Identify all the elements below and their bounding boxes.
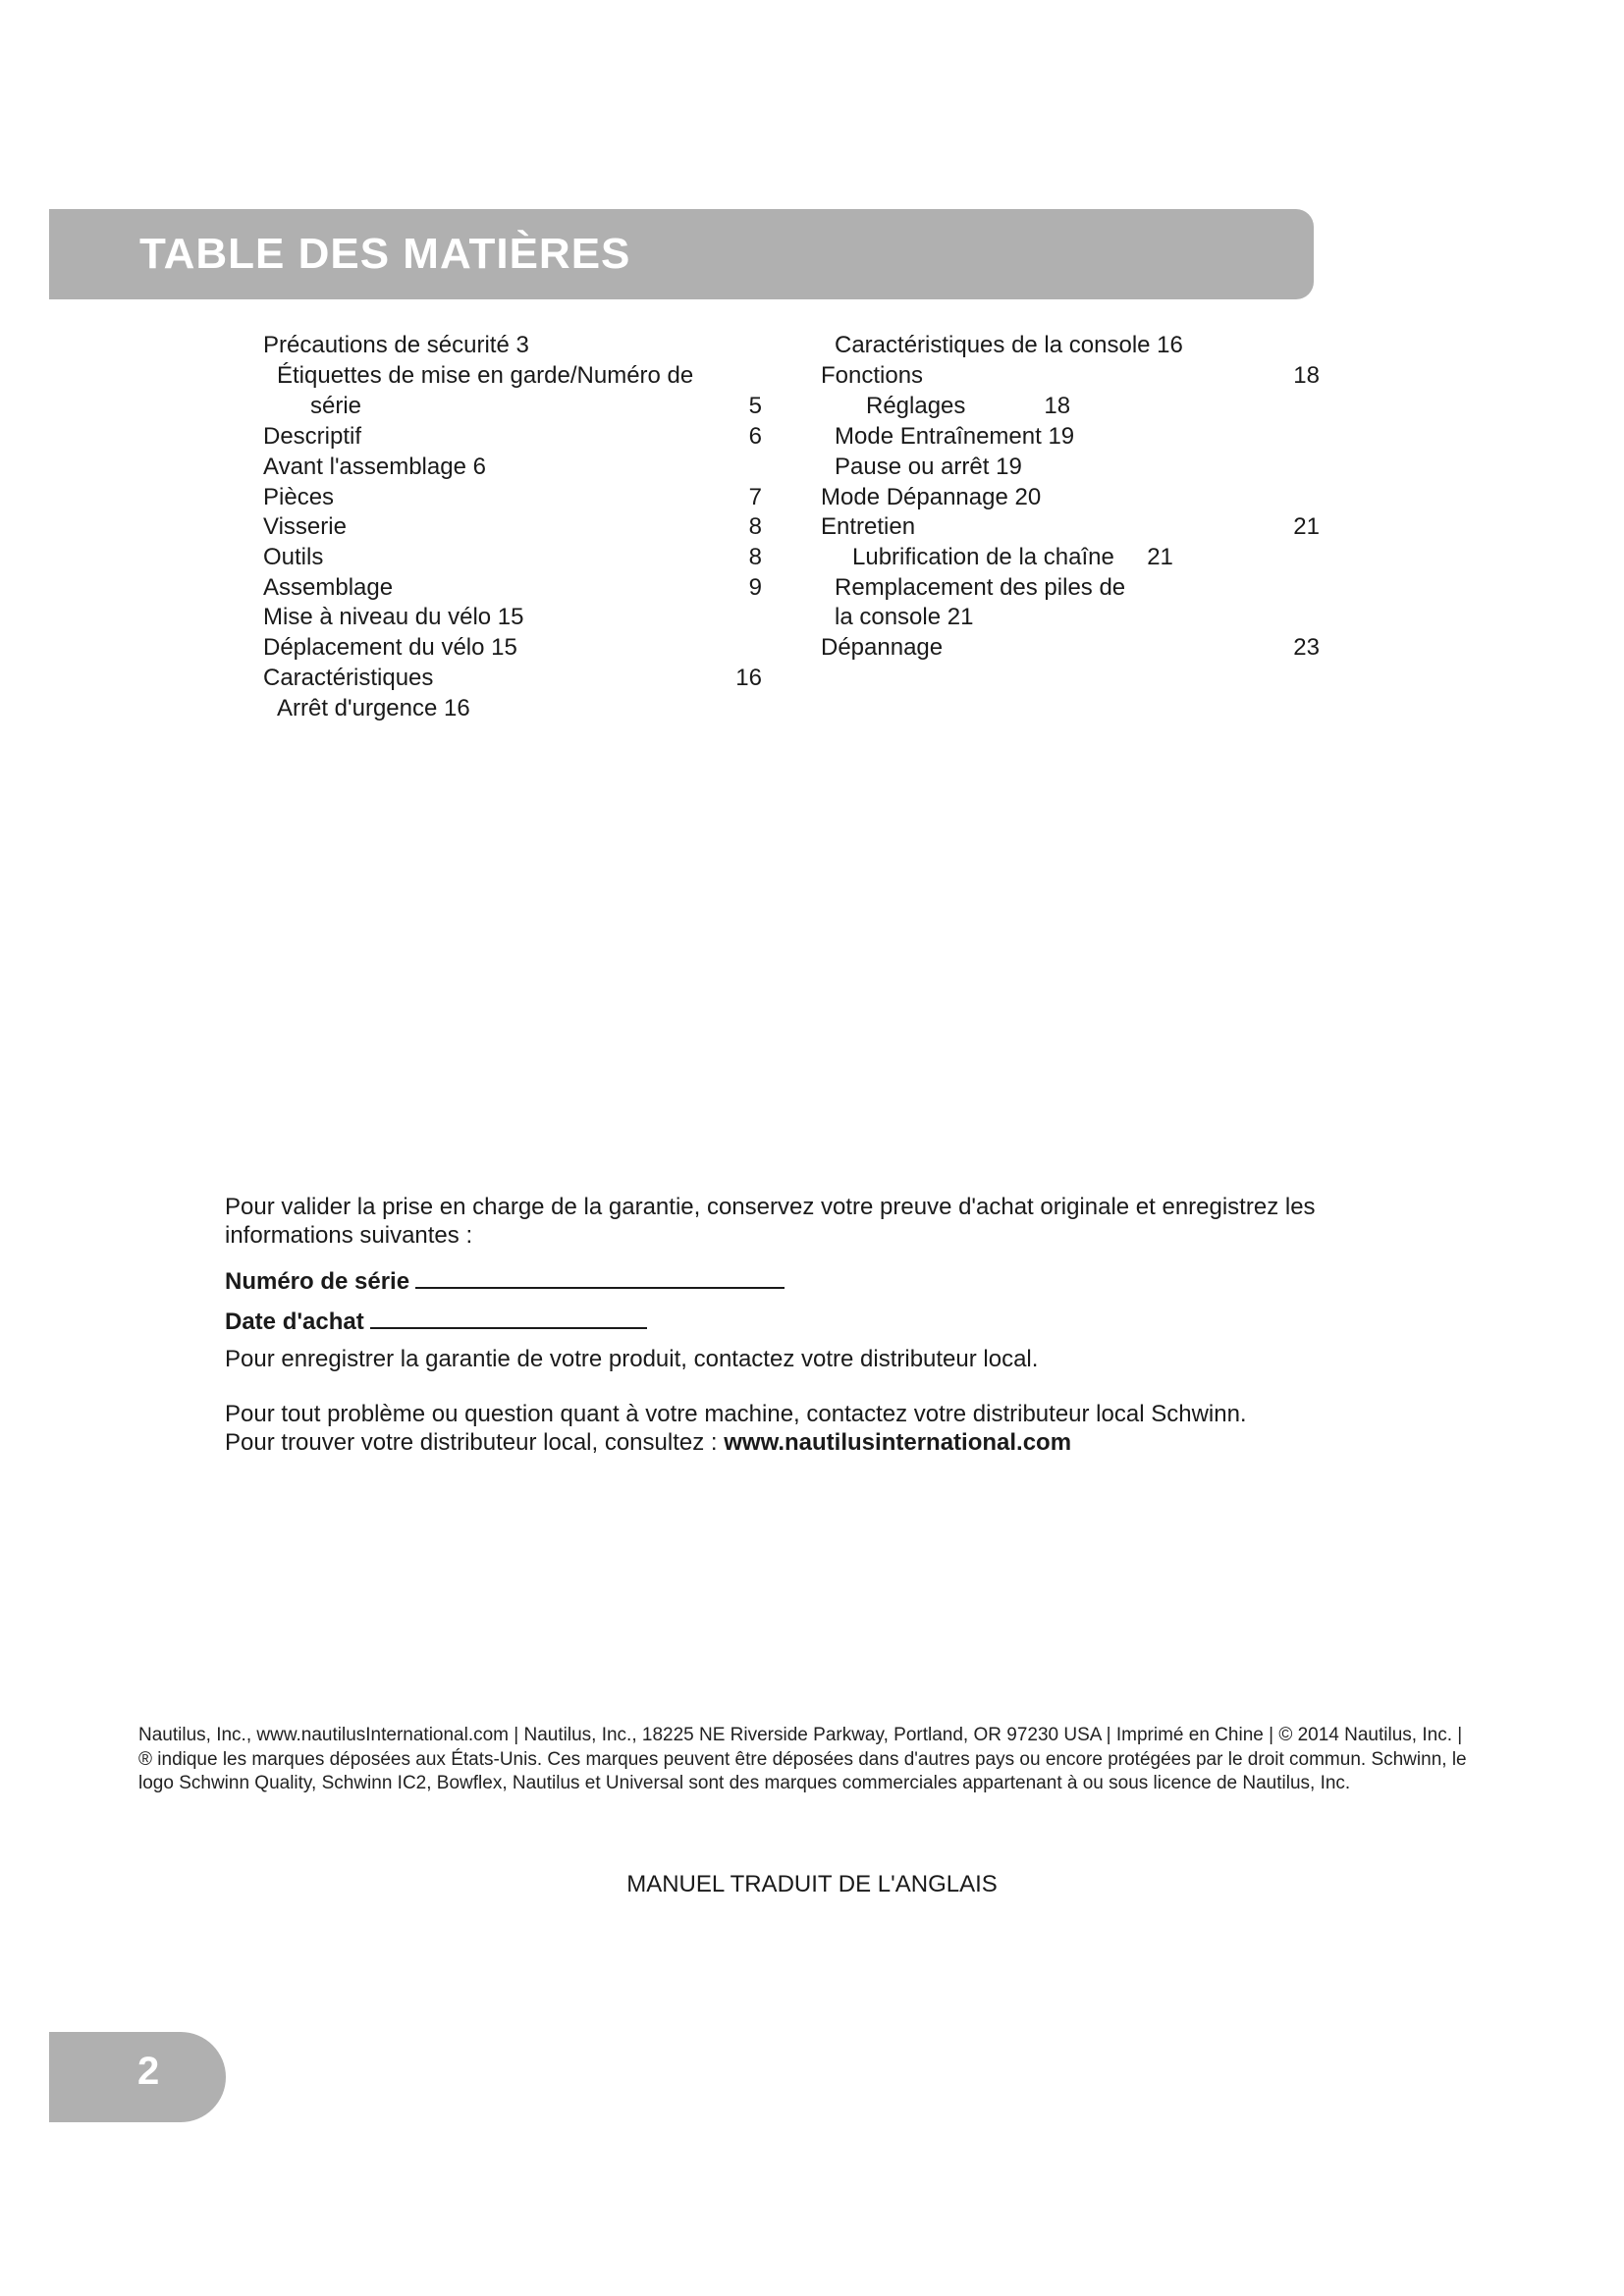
toc-page-number: 18 — [1293, 362, 1320, 389]
toc-page-number: 8 — [748, 513, 762, 540]
toc-entry[interactable]: Pièces — [263, 484, 335, 510]
contact-line-2-text: Pour trouver votre distributeur local, consultez : — [225, 1429, 725, 1456]
toc-entry[interactable]: Caractéristiques de la console 16 — [835, 332, 1183, 358]
toc-entry[interactable]: Entretien — [821, 513, 916, 540]
toc-entry[interactable]: Lubrification de la chaîne 21 — [852, 544, 1173, 570]
toc-entry[interactable]: Descriptif — [263, 423, 362, 450]
toc-entry[interactable]: Pause ou arrêt 19 — [835, 454, 1022, 480]
toc-page-number: 23 — [1293, 634, 1320, 661]
toc-page-number: 9 — [748, 574, 762, 601]
toc-entry[interactable]: Remplacement des piles de — [835, 574, 1126, 601]
serial-number-label: Numéro de série — [225, 1268, 410, 1295]
toc-entry[interactable]: Fonctions — [821, 362, 924, 389]
toc-entry[interactable]: Dépannage — [821, 634, 944, 661]
toc-entry[interactable]: Réglages 18 — [866, 393, 1071, 419]
toc-entry[interactable]: Mode Dépannage 20 — [821, 484, 1042, 510]
toc-entry[interactable]: Arrêt d'urgence 16 — [277, 695, 470, 721]
toc-page-number: 21 — [1293, 513, 1320, 540]
toc-entry[interactable]: Mise à niveau du vélo 15 — [263, 604, 524, 630]
purchase-date-blank[interactable] — [370, 1304, 647, 1329]
toc-page-number: 7 — [748, 484, 762, 510]
toc-entry[interactable]: Visserie — [263, 513, 347, 540]
section-header-bar — [49, 209, 1314, 299]
page-title: TABLE DES MATIÈRES — [139, 230, 631, 278]
toc-entry[interactable]: série — [310, 393, 362, 419]
purchase-date-label: Date d'achat — [225, 1308, 364, 1335]
toc-entry[interactable]: Déplacement du vélo 15 — [263, 634, 517, 661]
warranty-intro: Pour valider la prise en charge de la garantie, conservez votre preuve d'achat originale et enregistrez les informations suivantes : — [225, 1194, 1316, 1249]
toc-entry[interactable]: la console 21 — [835, 604, 974, 630]
toc-entry[interactable]: Mode Entraînement 19 — [835, 423, 1075, 450]
purchase-date-row — [225, 1304, 647, 1336]
toc-page-number: 5 — [748, 393, 762, 419]
toc-entry[interactable]: Assemblage — [263, 574, 394, 601]
translation-note: MANUEL TRADUIT DE L'ANGLAIS — [626, 1871, 998, 1897]
toc-entry[interactable]: Caractéristiques — [263, 665, 434, 691]
serial-number-blank[interactable] — [415, 1263, 785, 1289]
website-link[interactable]: www.nautilusinternational.com — [724, 1429, 1072, 1456]
toc-entry[interactable]: Avant l'assemblage 6 — [263, 454, 486, 480]
contact-line-2 — [225, 1428, 1071, 1457]
page-number-tab — [49, 2032, 226, 2122]
warranty-register-text: Pour enregistrer la garantie de votre produit, contactez votre distributeur local. — [225, 1346, 1039, 1372]
contact-line-1: Pour tout problème ou question quant à votre machine, contactez votre distributeur local Schwinn. — [225, 1401, 1247, 1427]
toc-entry[interactable]: Précautions de sécurité 3 — [263, 332, 529, 358]
toc-entry[interactable]: Étiquettes de mise en garde/Numéro de — [277, 362, 694, 389]
toc-page-number: 16 — [735, 665, 762, 691]
toc-entry[interactable]: Outils — [263, 544, 324, 570]
serial-number-row — [225, 1263, 785, 1296]
toc-page-number: 6 — [748, 423, 762, 450]
toc-page-number: 8 — [748, 544, 762, 570]
page-number: 2 — [137, 2050, 160, 2093]
legal-notice: Nautilus, Inc., www.nautilusInternational.com | Nautilus, Inc., 18225 NE Riverside Parkway, Portland, OR 97230 USA | Imprimé en Chine | © 2014 Nautilus, Inc. | ® indique les marques déposées aux États-Unis. Ces marques peuvent être déposées dans d'autres pays ou encore protégées par le droit commun. Schwinn, le logo Schwinn Quality, Schwinn IC2, Bowflex, Nautilus et Universal sont des marques commerciales appartenant à ou sous licence de Nautilus, Inc. — [138, 1725, 1467, 1793]
